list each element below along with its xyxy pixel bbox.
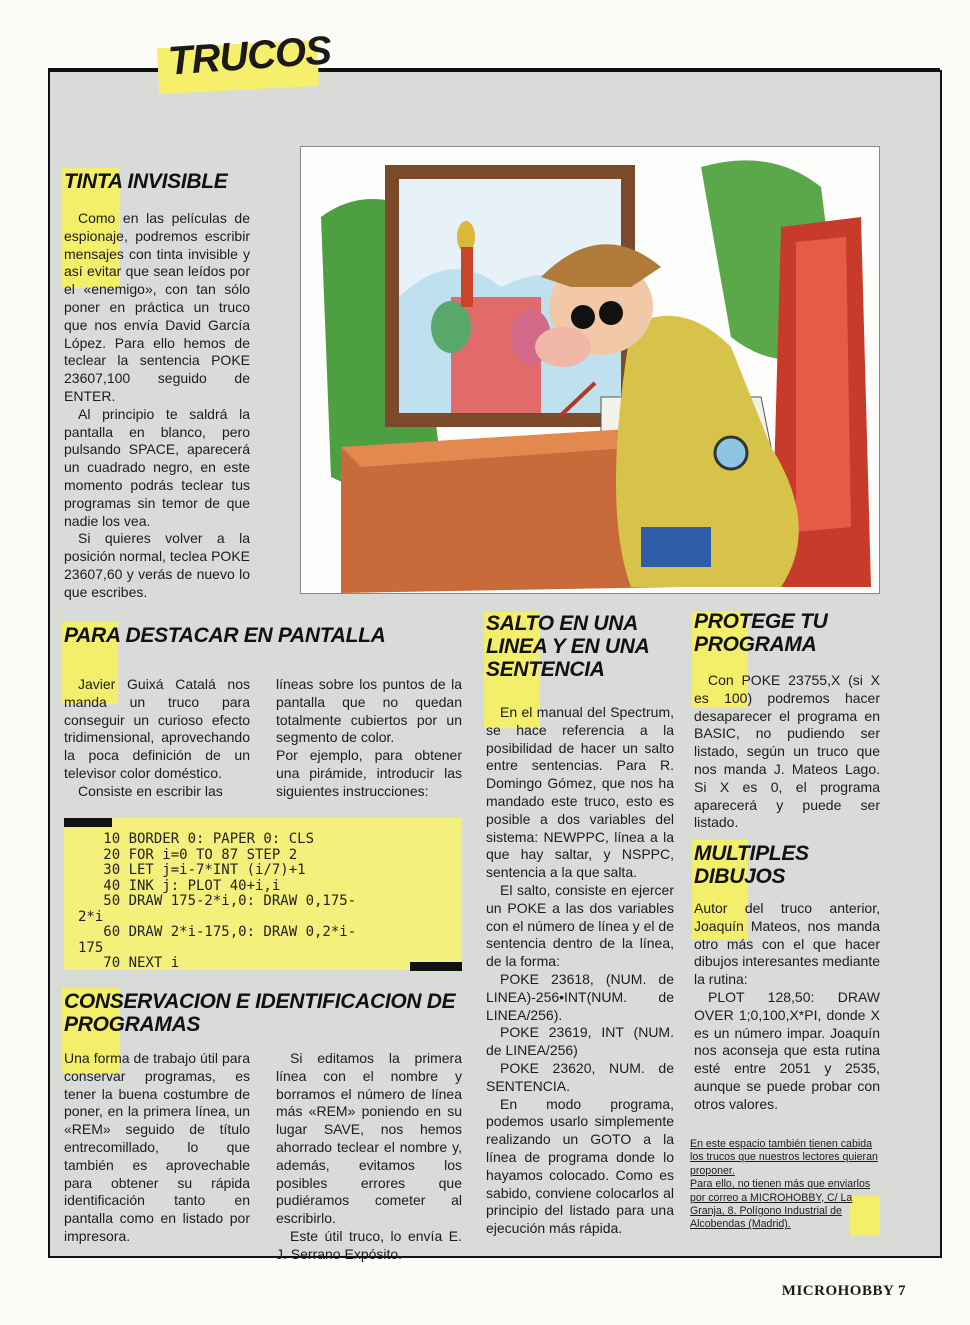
multiples-paragraph: Autor del truco anterior, Joaquín Mateos, nos manda otro más con el que hacer dibujos interesantes mediante la rutina: xyxy=(694,900,881,988)
conserv-col1 xyxy=(64,1050,250,1246)
note-line: Para ello, no tienen más que enviarlos por correo a MICROHOBBY, C/ La Granja, 8. Polígono Industrial de Alcobendas (Madrid). xyxy=(690,1178,871,1231)
conserv-paragraph: Una forma de trabajo útil para conservar programas, es tener la buena costumbre de poner, en la primera línea, un «REM» seguido de título entrecomillado, lo que también es aprovechable para obtener su rápida identificación tanto en pantalla como en listado por impresora. xyxy=(64,1050,250,1244)
salto-paragraph: En el manual del Spectrum, se hace referencia a la posibilidad de hacer un salto entre sentencias. Para R. Domingo Gómez, que nos ha mandado este truco, esto es posible a dos variables del sistema: NEWPPC, línea a la que hay saltar, y NSPPC, sentencia a la que salta. xyxy=(486,704,674,881)
section-title: TRUCOS xyxy=(166,28,333,84)
tinta-paragraph: Como en las películas de espionaje, podremos escribir mensajes con tinta invisible y así evitar que sean leídos por el «enemigo», con tan sólo poner en práctica un truco que nos envía David García López. Para ello hemos de teclear la sentencia POKE 23607,100 seguido de ENTER. xyxy=(64,210,250,404)
spy-illustration xyxy=(300,146,880,594)
para-heading: PARA DESTACAR EN PANTALLA xyxy=(64,624,386,647)
submission-note xyxy=(690,1138,880,1232)
multiples-heading: MULTIPLES DIBUJOS xyxy=(694,842,809,888)
multiples-body xyxy=(694,900,880,1114)
protege-heading: PROTEGE TU PROGRAMA xyxy=(694,610,828,656)
code-bar-bottom xyxy=(410,962,462,971)
page-footer: MICROHOBBY 7 xyxy=(781,1283,906,1299)
salto-heading: SALTO EN UNA LINEA Y EN UNA SENTENCIA xyxy=(486,612,649,681)
tinta-paragraph: Si quieres volver a la posición normal, teclea POKE 23607,60 y verás de nuevo lo que escribes. xyxy=(64,530,250,600)
para-paragraph: líneas sobre los puntos de la pantalla que no quedan totalmente cubiertos por un segmento de color. xyxy=(276,676,462,746)
salto-paragraph: POKE 23618, (NUM. de LINEA)-256•INT(NUM. de LINEA/256). xyxy=(486,970,674,1023)
salto-body xyxy=(486,704,674,1238)
para-paragraph: Consiste en escribir las xyxy=(78,782,223,799)
conserv-heading: CONSERVACION E IDENTIFICACION DE PROGRAMAS xyxy=(64,990,456,1036)
code-bar-top xyxy=(64,818,112,827)
para-col1 xyxy=(64,676,250,801)
conserv-paragraph: Este útil truco, lo envía E. J. Serrano Expósito. xyxy=(276,1227,462,1262)
tinta-paragraph: Al principio te saldrá la pantalla en blanco, pero pulsando SPACE, aparecerá un cuadrado negro, en este momento podrás teclear tus programas sin temor de que nadie los vea. xyxy=(64,405,250,529)
conserv-paragraph: Si editamos la primera línea con el nombre y borramos el número de línea más «REM» poniendo en su lugar SAVE, nos hemos ahorrado teclear el nombre y, además, evitamos los posibles errores que pudiéramos cometer al escribirlo. xyxy=(276,1050,462,1227)
salto-paragraph: POKE 23619, INT (NUM. de LINEA/256) xyxy=(486,1024,674,1059)
multiples-paragraph: PLOT 128,50: DRAW OVER 1;0,100,X*PI, donde X es un número impar. Joaquín nos aconseja que esta rutina esté entre 2051 y 2535, aunque se puede probar con otros valores. xyxy=(694,988,880,1112)
spy-at-desk-icon xyxy=(301,147,879,593)
tinta-body xyxy=(64,210,250,602)
protege-body xyxy=(694,672,880,832)
salto-paragraph: En modo programa, podemos usarlo simplemente realizando un GOTO a la línea de programa donde lo hayamos colocado. Como es sabido, conviene colocarlos al principio del listado para una ejecución más rápida. xyxy=(486,1095,674,1237)
note-line: En este espacio también tienen cabida los trucos que nuestros lectores quieran proponer. xyxy=(690,1138,878,1177)
salto-paragraph: POKE 23620, NUM. de SENTENCIA. xyxy=(486,1059,674,1094)
conserv-col2 xyxy=(276,1050,462,1264)
para-col2 xyxy=(276,676,462,801)
basic-code-listing: 10 BORDER 0: PAPER 0: CLS 20 FOR i=0 TO 87 STEP 2 30 LET j=i-7*INT (i/7)+1 40 INK j: PLOT 40+i,i 50 DRAW 175-2*i,0: DRAW 0,175- 2*i 60 DRAW 2*i-175,0: DRAW 0,2*i- 175 70 NEXT i xyxy=(78,831,357,971)
salto-paragraph: El salto, consiste en ejercer un POKE a las dos variables con el número de línea y el de sentencia dentro de la línea, de la forma: xyxy=(486,881,674,970)
para-paragraph: Por ejemplo, para obtener una pirámide, introducir las siguientes instrucciones: xyxy=(276,747,462,799)
protege-paragraph: Con POKE 23755,X (si X es 100) podremos hacer desaparecer el programa en BASIC, no pudiendo ser listado, según un truco que nos manda J. Mateos Lago. Si X es 0, el programa aparecerá y puede ser listado. xyxy=(694,672,880,831)
para-paragraph: Javier Guixá Catalá nos manda un truco para conseguir un curioso efecto tridimensional, aprovechando la poca definición de un televisor color doméstico. xyxy=(64,676,250,781)
tinta-heading: TINTA INVISIBLE xyxy=(64,170,228,193)
